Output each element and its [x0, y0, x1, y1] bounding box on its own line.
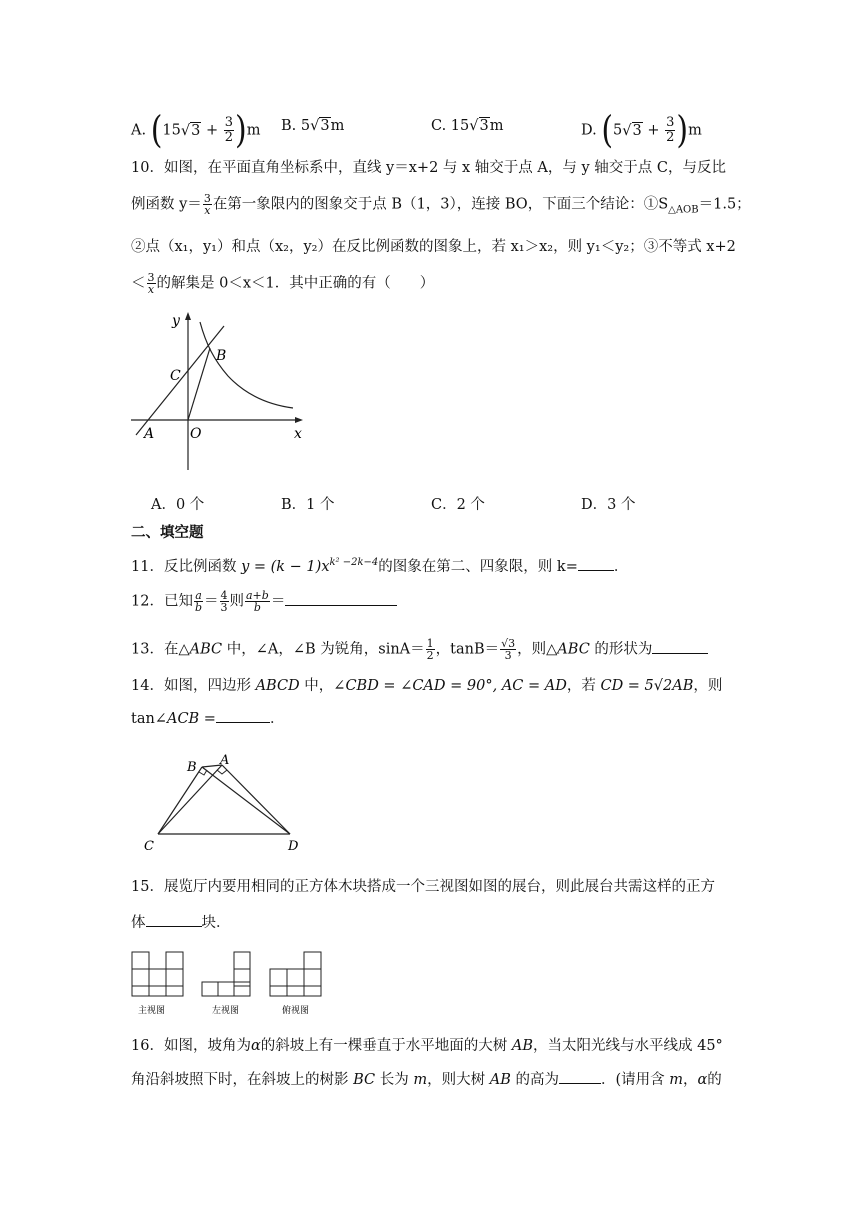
segment-cb — [158, 767, 202, 834]
label-o: O — [190, 426, 202, 442]
hyperbola — [200, 322, 293, 408]
q15-answer-blank — [146, 925, 202, 927]
q10-line4: ＜ $\frac{3}{x}$ 的解集是 0＜x＜1．其中正确的有（ ） — [131, 271, 435, 296]
q16-line2: 角沿斜坡照下时，在斜坡上的树影 BC 长为 m，则大树 AB 的高为 ．(请用含 m，α的 — [131, 1072, 722, 1088]
y-axis-arrow — [185, 312, 191, 320]
label-x: x — [294, 426, 302, 442]
q12: 12．已知 $\frac{a}{b}$ ＝ $\frac{4}{3}$ 则 $\frac{a+b}{b}$ ＝ — [131, 590, 397, 613]
q10-option-a: A．0 个 — [151, 497, 205, 513]
q9-option-a: A. (15√3 + $\frac{3}{2}$ )m — [131, 108, 261, 152]
q15-line2: 体 块． — [131, 915, 231, 931]
label-b: B — [187, 760, 197, 775]
q14-answer-blank — [216, 721, 270, 723]
q10-option-c: C．2 个 — [431, 497, 485, 513]
label-a: A — [144, 426, 155, 442]
q14-line1: 14．如图，四边形 ABCD 中，∠CBD = ∠CAD = 90°, AC = AD，若 CD = 5√2AB，则 — [131, 678, 723, 694]
q9-option-b: B. 5√3m — [281, 118, 345, 134]
label-c: C — [144, 839, 154, 854]
left-view — [202, 952, 250, 996]
q11: 11．反比例函数 $y = (k - 1)x^{k^2 -2k-4}$的图象在第二、四象限，则 k= ． — [131, 557, 629, 575]
q9-option-d: D. (5√3 + $\frac{3}{2}$ )m — [581, 108, 702, 152]
q14-line2: tan∠ACB = ． — [131, 711, 285, 727]
q10-option-d: D．3 个 — [581, 497, 636, 513]
segment-ba — [202, 765, 222, 767]
label-a: A — [220, 753, 230, 768]
x-axis-arrow — [295, 417, 303, 423]
top-view — [270, 952, 321, 996]
segment-bo — [188, 348, 210, 420]
q16-line1: 16．如图，坡角为α的斜坡上有一棵垂直于水平地面的大树 AB，当太阳光线与水平线成 45° — [131, 1038, 723, 1054]
front-view — [132, 952, 183, 996]
q15-line1: 15．展览厅内要用相同的正方体木块搭成一个三视图如图的展台，则此展台共需这样的正方 — [131, 879, 715, 895]
segment-ad — [222, 765, 290, 834]
q13: 13．在△ABC 中，∠A，∠B 为锐角，sinA＝ $\frac{1}{2}$ ，tanB＝ $\frac{√3}{3}$ ，则△ABC 的形状为 — [131, 638, 708, 661]
q14-figure — [138, 752, 308, 854]
q15-three-views — [128, 946, 328, 1018]
label-left-view: 左视图 — [212, 1006, 240, 1016]
q16-answer-blank — [559, 1082, 601, 1084]
q13-answer-blank — [652, 652, 708, 654]
q11-answer-blank — [578, 569, 614, 571]
q12-answer-blank — [285, 604, 397, 606]
label-c: C — [170, 368, 181, 384]
label-d: D — [288, 839, 299, 854]
label-y: y — [172, 313, 180, 329]
q10-option-b: B．1 个 — [281, 497, 335, 513]
q10-line1: 10．如图，在平面直角坐标系中，直线 y＝x+2 与 x 轴交于点 A，与 y 轴交于点 C，与反比 — [131, 160, 726, 176]
segment-bd — [202, 767, 290, 834]
section-title: 二、填空题 — [131, 524, 204, 541]
label-front-view: 主视图 — [138, 1006, 166, 1016]
q10-graph — [128, 308, 308, 478]
right-angle-a — [217, 770, 227, 774]
label-b: B — [216, 348, 227, 364]
q10-line2: 例函数 y＝ $\frac{3}{x}$ 在第一象限内的图象交于点 B（1，3），连接 BO，下面三个结论：$①S_{\triangle AOB}=1.5$； — [131, 192, 751, 217]
label-top-view: 俯视图 — [282, 1006, 310, 1016]
q9-option-c: C. 15√3m — [431, 118, 504, 134]
q10-line3: ②点（x₁，y₁）和点（x₂，y₂）在反比例函数的图象上，若 x₁＞x₂，则 y₁＜y₂；③不等式 x+2 — [131, 239, 736, 255]
